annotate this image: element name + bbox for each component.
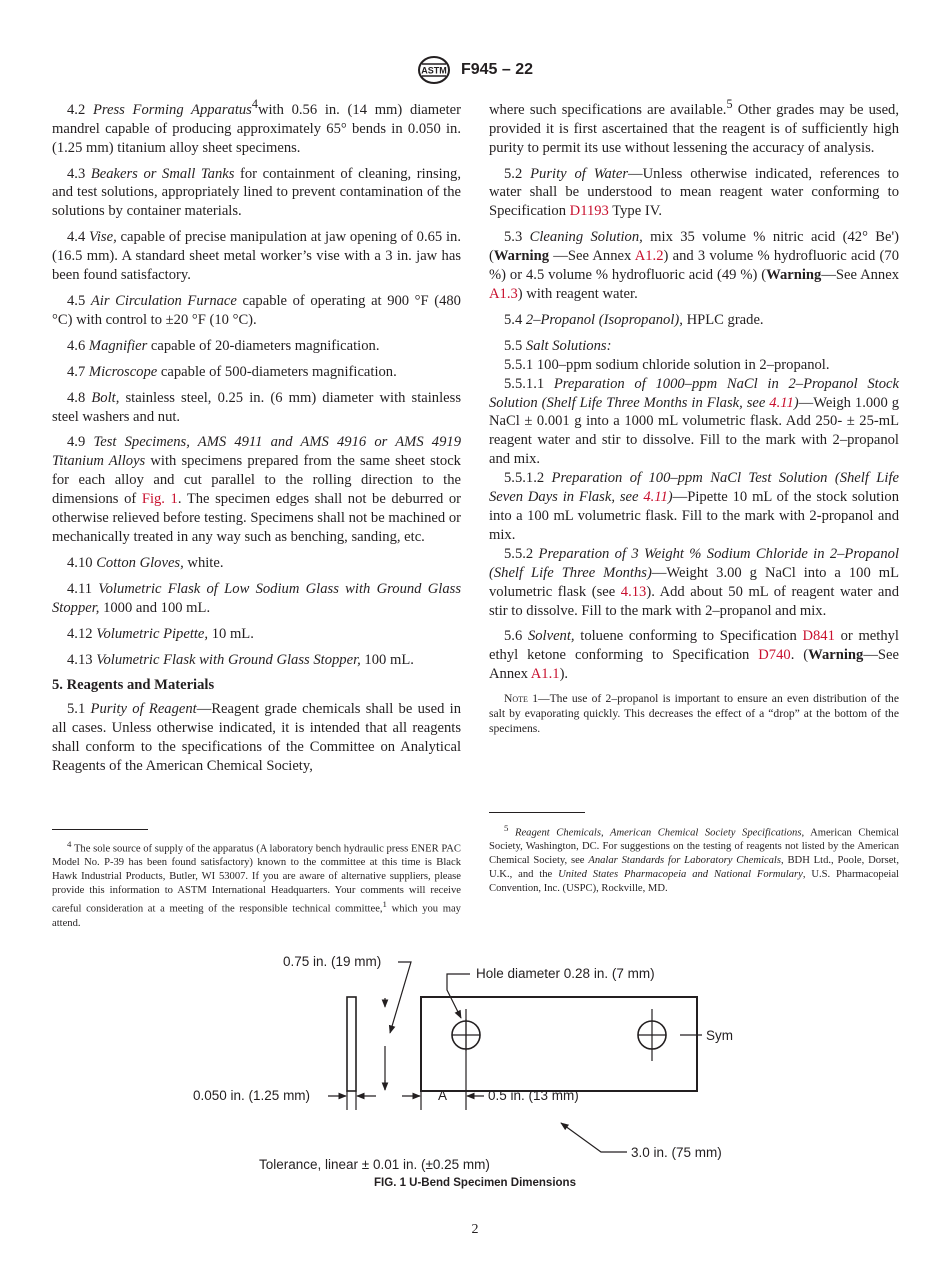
footnote-5: $^5$ Reagent Chemicals, American Chemical Society Specifications, American Chemical Society, Washington, DC. For suggestions on the testing of reagents not listed by the American Chemical Society, see Analar Standards for Laboratory Chemicals, BDH Ltd., Poole, Dorset, U.K., and the United States Pharmacopeia and National Formulary, U.S. Pharmacopeial Convention, Inc. (USPC), Rockville, MD. <box>489 823 899 895</box>
specimen-plate <box>421 997 697 1091</box>
label-thickness: 0.050 in. (1.25 mm) <box>193 1088 311 1103</box>
section-4-3: 4.3 Beakers or Small Tanks for containment of cleaning, rinsing, and test solutions, appropriately lined to prevent contamination of the solutions by container materials. <box>52 165 461 220</box>
label-hole-diameter: Hole diameter 0.28 in. (7 mm) <box>476 966 655 981</box>
right-column <box>489 95 899 743</box>
section-5-1-continued: where such specifications are available.$^5$ Other grades may be used, provided it is first ascertained that the reagent is of sufficiently high purity to permit its use without lessening the accuracy of analysis. <box>489 97 899 156</box>
note-1: Note 1—The use of 2–propanol is important to ensure an even distribution of the salt by evaporating quickly. This decreases the effect of a “drop” at the bottom of the specimens. <box>489 692 899 736</box>
page-number: 2 <box>471 1222 479 1237</box>
annex-a1-2-link[interactable]: A1.2 <box>634 248 664 265</box>
label-sym: Sym <box>706 1028 733 1043</box>
footnote-ref-4[interactable]: 4 <box>251 97 258 111</box>
label-tolerance: Tolerance, linear ± 0.01 in. (±0.25 mm) <box>259 1157 490 1172</box>
section-5-3: 5.3 Cleaning Solution, mix 35 volume % nitric acid (42° Be') (Warning —See Annex A1.2) and 3 volume % hydrofluoric acid (70 %) or 4.5 volume % hydrofluoric acid (49 %) (Warning—See Annex A1.3) with reagent water. <box>489 229 900 303</box>
section-5-1: 5.1 Purity of Reagent—Reagent grade chemicals shall be used in all cases. Unless otherwise indicated, it is intended that all reagents shall conform to the specifications of the Committee on Analytical Reagents of the American Chemical Society, <box>52 701 461 775</box>
astm-logo-icon <box>417 55 451 85</box>
section-5-4: 5.4 2–Propanol (Isopropanol), HPLC grade. <box>504 311 764 328</box>
section-4-8: 4.8 Bolt, stainless steel, 0.25 in. (6 mm) diameter with stainless steel washers and nut. <box>52 389 461 425</box>
section-4-13-link[interactable]: 4.13 <box>620 583 647 600</box>
footnote-divider-right <box>489 812 585 813</box>
section-5-6: 5.6 Solvent, toluene conforming to Specification D841 or methyl ethyl ketone conforming to Specification D740. (Warning—See Annex A1.1). <box>489 628 899 683</box>
page-header <box>0 55 950 85</box>
label-length: 3.0 in. (75 mm) <box>631 1145 722 1160</box>
section-4-2: 4.2 Press Forming Apparatus$^4$with 0.56 in. (14 mm) diameter mandrel capable of producing approximately 65° bends in 0.050 in. (1.25 mm) titanium alloy sheet specimens. <box>52 97 461 156</box>
label-offset: 0.5 in. (13 mm) <box>488 1088 579 1103</box>
section-4-4: 4.4 Vise, capable of precise manipulation at jaw opening of 0.65 in. (16.5 mm). A standard sheet metal worker’s vise with a 3 in. jaw has been found satisfactory. <box>52 229 461 284</box>
figure-caption: FIG. 1 U-Bend Specimen Dimensions <box>374 1177 576 1189</box>
u-bend-specimen-diagram <box>0 945 950 1195</box>
section-5-5-1-2: 5.5.1.2 Preparation of 100–ppm NaCl Test Solution (Shelf Life Seven Days in Flask, see 4.11)—Pipette 10 mL of the stock solution into a 100 mL volumetric flask. Fill to the mark with 2-propanol and mix. <box>489 470 899 543</box>
figure-1 <box>0 945 950 1195</box>
label-a: A <box>438 1088 448 1103</box>
section-4-13: 4.13 Volumetric Flask with Ground Glass Stopper, 100 mL. <box>67 651 414 668</box>
specimen-edge-view <box>347 997 356 1091</box>
section-4-6: 4.6 Magnifier capable of 20-diameters magnification. <box>67 337 380 354</box>
section-4-9: 4.9 Test Specimens, AMS 4911 and AMS 4916 or AMS 4919 Titanium Alloys with specimens prepared from the same sheet stock for each alloy and cut parallel to the rolling direction to the dimensions of Fig. 1. The specimen edges shall not be deburred or otherwise relieved before testing. Specimens shall not be machined or mechanically treated in any way such as benching, sanding, etc. <box>52 434 461 545</box>
annex-a1-1-link[interactable]: A1.1 <box>530 666 560 683</box>
annex-a1-3-link[interactable]: A1.3 <box>489 286 518 303</box>
section-5-heading: 5. Reagents and Materials <box>52 677 215 694</box>
section-4-7: 4.7 Microscope capable of 500-diameters magnification. <box>67 363 397 380</box>
section-4-5: 4.5 Air Circulation Furnace capable of operating at 900 °F (480 °C) with control to ±20 °F (10 °C). <box>52 293 461 328</box>
d1193-link[interactable]: D1193 <box>569 203 609 220</box>
fig-1-link[interactable]: Fig. 1 <box>141 491 178 508</box>
section-5-5-2: 5.5.2 Preparation of 3 Weight % Sodium Chloride in 2–Propanol (Shelf Life Three Months)—Weight 3.00 g NaCl into a 100 mL volumetric flask (see 4.13). Add about 50 mL of reagent water and stir to dissolve. Fill to the mark with 2–propanol and mix. <box>489 545 900 619</box>
section-5-5-1-1: 5.5.1.1 Preparation of 1000–ppm NaCl in 2–Propanol Stock Solution (Shelf Life Three Months in Flask, see 4.11)—Weigh 1.000 g NaCl ± 0.001 g into a 1000 mL volumetric flask. Add 250- ± 25-mL reagent water and stir to dissolve. Fill to the mark with 2–propanol and mix. <box>489 375 899 468</box>
section-4-11: 4.11 Volumetric Flask of Low Sodium Glass with Ground Glass Stopper, 1000 and 100 mL. <box>52 580 461 616</box>
footnote-divider-left <box>52 829 148 830</box>
section-4-10: 4.10 Cotton Gloves, white. <box>67 554 224 571</box>
section-4-11-link[interactable]: 4.11 <box>643 489 668 506</box>
left-column <box>52 95 461 783</box>
section-5-2: 5.2 Purity of Water—Unless otherwise indicated, references to water shall be understood to mean reagent water conforming to Specification D1193 Type IV. <box>489 165 899 220</box>
section-4-11-link[interactable]: 4.11 <box>769 394 794 411</box>
standard-designation: F945 – 22 <box>460 61 534 78</box>
svg-text:ASTM: ASTM <box>421 65 447 76</box>
section-4-12: 4.12 Volumetric Pipette, 10 mL. <box>67 625 254 642</box>
d841-link[interactable]: D841 <box>802 628 835 645</box>
footnote-ref-5[interactable]: 5 <box>726 97 733 111</box>
section-5-5-1: 5.5.1 100–ppm sodium chloride solution in 2–propanol. <box>504 356 830 373</box>
label-width: 0.75 in. (19 mm) <box>283 954 382 969</box>
footnote-4: $^4$ The sole source of supply of the apparatus (A laboratory bench hydraulic press ENER PAC Model No. P-39 has been found satisfactory) known to the committee at this time is Black Hawk Industrial Products, Butler, WI 53007. If you are aware of alternative suppliers, please provide this information to ASTM International Headquarters. Your comments will receive careful consideration at a meeting of the responsible technical committee,$^1$ which you may attend. <box>52 839 461 929</box>
section-5-5: 5.5 Salt Solutions: <box>504 337 612 354</box>
d740-link[interactable]: D740 <box>758 647 791 664</box>
